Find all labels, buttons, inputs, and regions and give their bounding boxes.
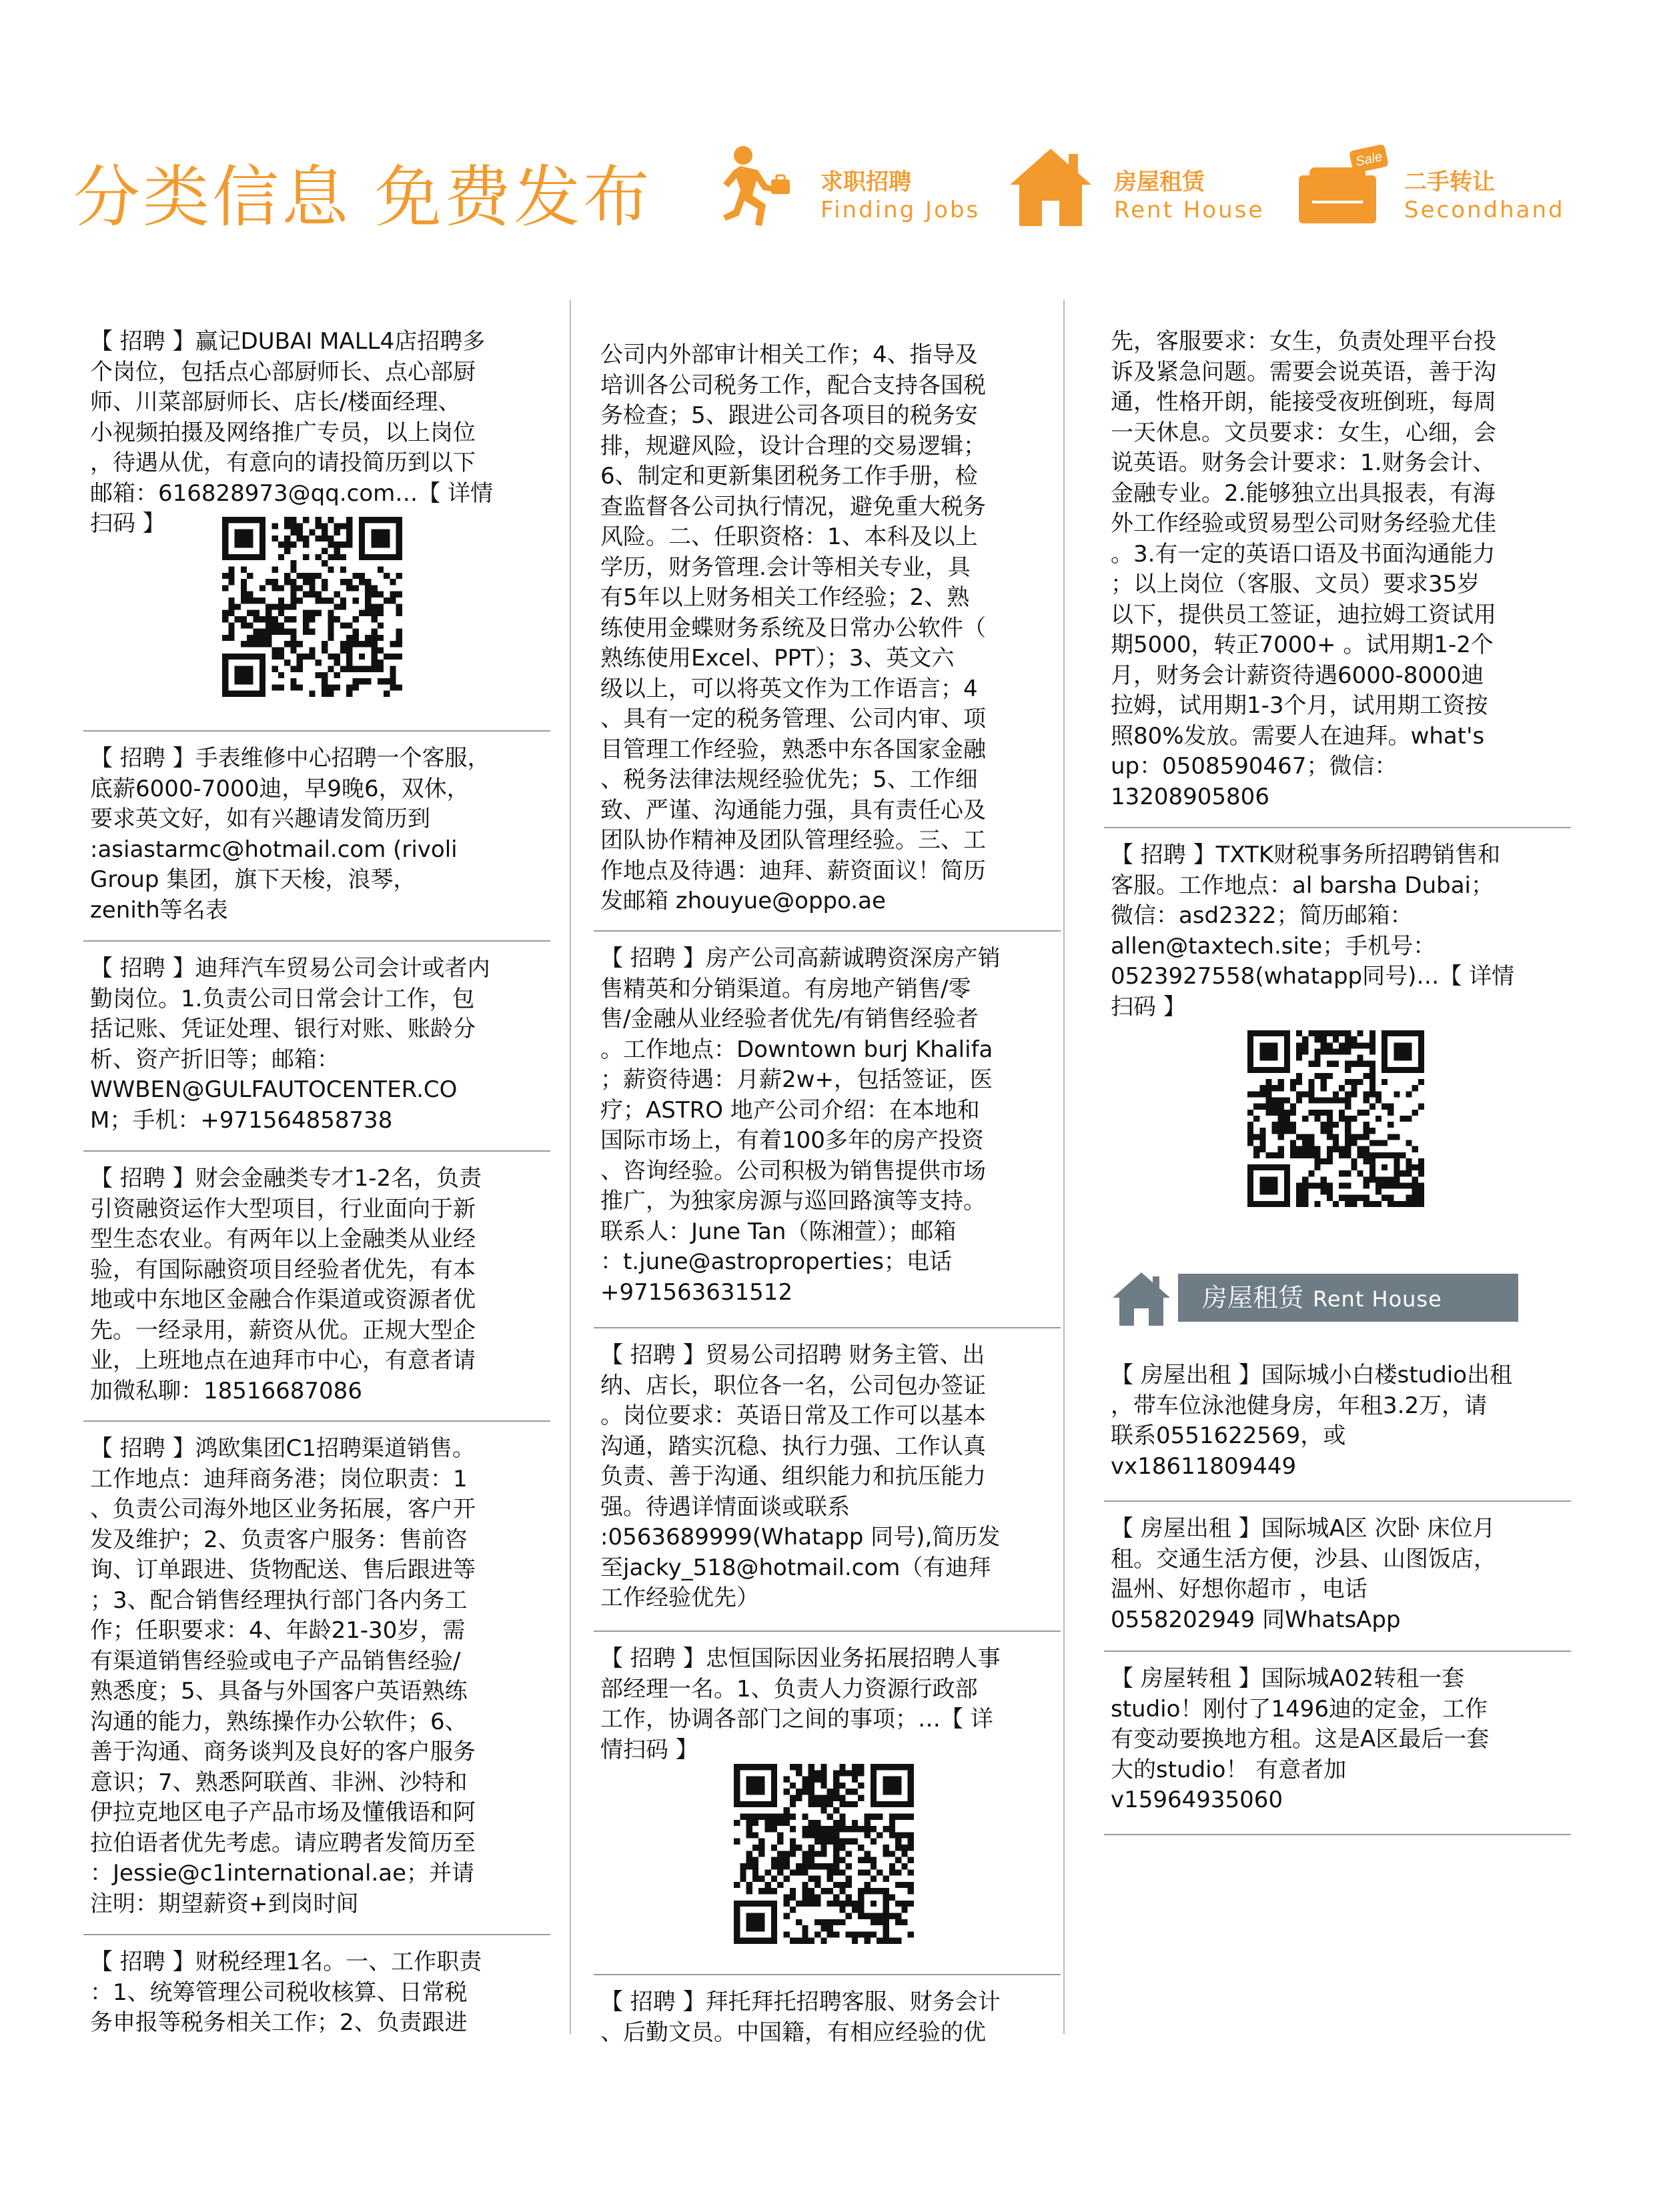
entry-separator	[1104, 1650, 1571, 1652]
listing-line: 务检查；5、跟进公司各项目的税务安	[600, 402, 978, 429]
listing-entry[interactable]	[90, 327, 557, 539]
listing-line: 级以上，可以将英文作为工作语言；4	[600, 675, 978, 702]
listing-entry[interactable]	[90, 1164, 557, 1406]
listing-entry[interactable]	[1111, 1360, 1578, 1482]
listing-line: 目管理工作经验，熟悉中东各国家金融	[600, 736, 986, 763]
listing-line: ：t.june@astroproperties；电话	[600, 1248, 953, 1275]
listing-line: 工作，协调各部门之间的事项；…【 详	[600, 1706, 993, 1733]
listing-entry[interactable]	[1111, 1514, 1578, 1635]
listing-line: ；薪资待遇：月薪2w+，包括签证，医	[600, 1066, 993, 1093]
listing-line: 【 招聘 】手表维修中心招聘一个客服，	[90, 745, 490, 772]
listing-line: 拉姆，试用期1-3个月，试用期工资按	[1111, 692, 1488, 719]
listing-line: 微信：asd2322；简历邮箱：	[1111, 902, 1413, 929]
listing-line: 。工作地点：Downtown burj Khalifa	[600, 1036, 993, 1063]
listing-line: 说英语。财务会计要求：1.财务会计、	[1111, 449, 1496, 476]
listing-line: 个岗位，包括点心部厨师长、点心部厨	[90, 358, 476, 385]
listing-line: up：0508590467；微信：	[1111, 753, 1398, 780]
listing-line: zenith等名表	[90, 896, 228, 924]
listing-line: 查监督各公司执行情况，避免重大税务	[600, 493, 986, 520]
listing-line: 询、订单跟进、货物配送、售后跟进等	[90, 1556, 476, 1583]
rent-title-cn: 房屋租赁	[1202, 1283, 1304, 1312]
listing-line: 引资融资运作大型项目，行业面向于新	[90, 1195, 476, 1222]
listing-line: 有5年以上财务相关工作经验；2、熟	[600, 584, 970, 611]
category-label-en: Rent House	[1114, 197, 1265, 223]
listing-entry[interactable]	[600, 1340, 1067, 1614]
listing-line: 验，有国际融资项目经验者优先，有本	[90, 1256, 476, 1283]
listing-line: 售精英和分销渠道。有房地产销售/零	[600, 975, 971, 1002]
listing-line: 负责、善于沟通、组织能力和抗压能力	[600, 1463, 986, 1490]
listing-line: ，带车位泳池健身房，年租3.2万，请	[1111, 1392, 1488, 1419]
listing-entry[interactable]	[600, 944, 1067, 1308]
listing-line: 【 招聘 】赢记DUBAI MALL4店招聘多	[90, 328, 486, 355]
listing-line: 售/金融从业经验者优先/有销售经验者	[600, 1006, 979, 1032]
listing-entry[interactable]	[90, 954, 557, 1136]
listing-line: 团队协作精神及团队管理经验。三、工	[600, 827, 986, 854]
listing-line: 地或中东地区金融合作渠道或资源者优	[90, 1286, 476, 1313]
listing-line: 工作地点：迪拜商务港；岗位职责：1	[90, 1465, 468, 1492]
listing-line: 【 招聘 】TXTK财税事务所招聘销售和	[1111, 842, 1501, 868]
listing-line: ，待遇从优，有意向的请投简历到以下	[90, 449, 476, 476]
category-label-cn: 二手转让	[1404, 169, 1495, 195]
listing-line: 析、资产折旧等；邮箱：	[90, 1046, 340, 1073]
listing-line: 【 招聘 】财税经理1名。一、工作职责	[90, 1949, 482, 1975]
listing-line: 诉及紧急问题。需要会说英语，善于沟	[1111, 358, 1496, 385]
listing-line: 0558202949 同WhatsApp	[1111, 1606, 1401, 1633]
listing-line: 风险。二、任职资格：1、本科及以上	[600, 523, 978, 550]
listing-line: 、咨询经验。公司积极为销售提供市场	[600, 1157, 986, 1184]
listing-line: 、负责公司海外地区业务拓展，客户开	[90, 1496, 476, 1522]
listing-line: 拉伯语者优先考虑。请应聘者发简历至	[90, 1829, 476, 1857]
page-title: 分类信息 免费发布	[73, 158, 652, 236]
listing-line: 【 招聘 】鸿欧集团C1招聘渠道销售。	[90, 1435, 475, 1462]
listing-line: 、税务法律法规经验优先；5、工作细	[600, 766, 978, 793]
category-label-cn: 房屋租赁	[1114, 169, 1205, 195]
listing-line: 作；任职要求：4、年龄21-30岁，需	[90, 1617, 466, 1644]
listing-line: 【 招聘 】贸易公司招聘 财务主管、出	[600, 1342, 985, 1368]
listing-line: 大的studio！ 有意者加	[1111, 1756, 1347, 1783]
listing-line: 注明：期望薪资+到岗时间	[90, 1890, 359, 1917]
listing-line: 有渠道销售经验或电子产品销售经验/	[90, 1647, 461, 1675]
listing-line: 国际市场上，有着100多年的房产投资	[600, 1127, 984, 1154]
running-man-icon	[714, 143, 800, 230]
listing-line: 联系0551622569，或	[1111, 1422, 1346, 1449]
listing-line: 先，客服要求：女生，负责处理平台投	[1111, 328, 1496, 355]
entry-separator	[1104, 1500, 1571, 1502]
entry-separator	[594, 1974, 1061, 1975]
listing-line: 意识；7、熟悉阿联酋、非洲、沙特和	[90, 1769, 468, 1796]
listing-line: 【 招聘 】财会金融类专才1-2名，负责	[90, 1165, 482, 1192]
listing-line: 培训各公司税务工作，配合支持各国税	[600, 371, 986, 399]
listing-line: 外工作经验或贸易型公司财务经验尤佳	[1111, 510, 1496, 537]
qr-code[interactable]	[222, 517, 402, 697]
listing-line: 联系人：June Tan（陈湘萱）；邮箱	[600, 1218, 957, 1245]
listing-line: ；以上岗位（客服、文员）要求35岁	[1111, 571, 1480, 598]
listing-line: 部经理一名。1、负责人力资源行政部	[600, 1675, 978, 1703]
listing-line: 。岗位要求：英语日常及工作可以基本	[600, 1402, 986, 1429]
listing-line: 要求英文好，如有兴趣请发简历到	[90, 806, 430, 832]
listing-line: 工作经验优先）	[600, 1584, 759, 1611]
listing-line: 邮箱：616828973@qq.com…【 详情	[90, 479, 494, 507]
sale-badge: Sale	[1354, 149, 1384, 169]
listing-line: 【 招聘 】迪拜汽车贸易公司会计或者内	[90, 955, 490, 982]
entry-separator	[83, 1934, 550, 1935]
listing-line: 客服。工作地点：al barsha Dubai；	[1111, 872, 1494, 899]
listing-line: 【 招聘 】拜托拜托招聘客服、财务会计	[600, 1989, 1001, 2015]
listing-entry[interactable]	[90, 1434, 557, 1919]
listing-line: 推广，为独家房源与巡回路演等支持。	[600, 1188, 986, 1214]
listing-line: 业，上班地点在迪拜市中心，有意者请	[90, 1347, 476, 1374]
listing-line: 发邮箱 zhouyue@oppo.ae	[600, 888, 886, 914]
listing-line: 、具有一定的税务管理、公司内审、项	[600, 706, 986, 732]
entry-separator	[594, 1327, 1061, 1328]
listing-line: 底薪6000-7000迪，早9晚6，双休，	[90, 775, 470, 802]
listing-line: 疗；ASTRO 地产公司介绍：在本地和	[600, 1096, 980, 1124]
listing-line: vx18611809449	[1111, 1452, 1297, 1480]
listing-line: 6、制定和更新集团税务工作手册，检	[600, 463, 978, 489]
listing-line: 公司内外部审计相关工作；4、指导及	[600, 341, 978, 368]
listing-line: 月，财务会计薪资待遇6000-8000迪	[1111, 662, 1484, 689]
listing-line: 熟练使用Excel、PPT）；3、英文六	[600, 645, 955, 672]
listing-line: 【 房屋出租 】国际城A区 次卧 床位月	[1111, 1515, 1496, 1542]
listing-line: 先。一经录用，薪资从优。正规大型企	[90, 1316, 476, 1344]
listing-line: 。3.有一定的英语口语及书面沟通能力	[1111, 540, 1496, 568]
listing-line: allen@taxtech.site；手机号：	[1111, 932, 1436, 960]
category-label-en: Secondhand	[1404, 197, 1565, 223]
listing-line: 勤岗位。1.负责公司日常会计工作，包	[90, 985, 475, 1012]
column-divider	[570, 300, 571, 2034]
listing-line: M；手机：+971564858738	[90, 1106, 393, 1134]
rent-house-section-header	[1111, 1270, 1518, 1330]
listing-line: 发及维护；2、负责客户服务：售前咨	[90, 1526, 468, 1553]
category-label-cn: 求职招聘	[820, 169, 911, 195]
listing-line: 金融专业。2.能够独立出具报表，有海	[1111, 479, 1496, 507]
listing-entry[interactable]	[600, 1644, 1067, 1765]
entry-separator	[83, 1420, 550, 1422]
listing-line: 小视频拍摄及网络推广专员，以上岗位	[90, 419, 476, 446]
qr-code[interactable]	[734, 1764, 914, 1944]
listing-line: 熟悉度；5、具备与外国客户英语熟练	[90, 1678, 468, 1705]
rent-title-en: Rent House	[1313, 1286, 1442, 1312]
listing-line: 租。交通生活方便，沙县、山图饭店，	[1111, 1545, 1496, 1572]
entry-separator	[1104, 827, 1571, 828]
listing-line: 扫码 】	[1111, 993, 1186, 1020]
listing-line: 伊拉克地区电子产品市场及懂俄语和阿	[90, 1799, 476, 1826]
qr-code[interactable]	[1247, 1030, 1424, 1207]
entry-separator	[1104, 1834, 1571, 1835]
listing-line: 、后勤文员。中国籍，有相应经验的优	[600, 2019, 986, 2046]
listing-entry[interactable]	[1111, 840, 1578, 1022]
listing-entry[interactable]	[90, 1947, 557, 2039]
sofa-sale-icon	[1291, 143, 1391, 230]
listing-line: 沟通，踏实沉稳、执行力强、工作认真	[600, 1432, 986, 1460]
listing-entry[interactable]	[1111, 327, 1578, 812]
listing-line: 善于沟通、商务谈判及良好的客户服务	[90, 1739, 476, 1765]
listing-line: studio！刚付了1496迪的定金，工作	[1111, 1695, 1488, 1723]
listing-line: :0563689999(Whatapp 同号),简历发	[600, 1524, 1001, 1550]
listing-line: 练使用金蝶财务系统及日常办公软件（	[600, 614, 986, 642]
listing-line: 温州、好想你超市 ，电话	[1111, 1576, 1367, 1602]
listing-line: 照80%发放。需要人在迪拜。what's	[1111, 722, 1485, 750]
listing-line: 至jacky_518@hotmail.com（有迪拜	[600, 1554, 991, 1581]
listing-line: 0523927558(whatapp同号)…【 详情	[1111, 963, 1515, 990]
listing-line: 扫码 】	[90, 510, 165, 537]
listing-line: 【 房屋转租 】国际城A02转租一套	[1111, 1665, 1465, 1692]
category-finding-jobs[interactable]	[714, 143, 994, 230]
listing-line: 【 招聘 】忠恒国际因业务拓展招聘人事	[600, 1645, 1001, 1672]
listing-line: 型生态农业。有两年以上金融类从业经	[90, 1226, 476, 1252]
page-header	[0, 0, 1661, 267]
house-icon	[1111, 1270, 1171, 1327]
listing-line: 致、严谨、沟通能力强，具有责任心及	[600, 796, 986, 824]
listing-line: 通，性格开朗，能接受夜班倒班，每周	[1111, 389, 1496, 415]
listing-line: ；3、配合销售经理执行部门各内务工	[90, 1586, 468, 1614]
listing-line: v15964935060	[1111, 1787, 1283, 1813]
listing-line: 纳、店长，职位各一名，公司包办签证	[600, 1372, 986, 1399]
listing-entry[interactable]	[600, 1987, 1067, 2048]
listing-line: 师、川菜部厨师长、店长/楼面经理、	[90, 389, 461, 415]
listing-line: 期5000，转正7000+ 。试用期1-2个	[1111, 632, 1494, 658]
listing-line: 【 招聘 】房产公司高薪诚聘资深房产销	[600, 945, 1001, 972]
listing-line: WWBEN@GULFAUTOCENTER.CO	[90, 1076, 458, 1103]
listing-line: 加微私聊：18516687086	[90, 1377, 362, 1404]
listing-line: 括记账、凭证处理、银行对账、账龄分	[90, 1016, 476, 1042]
listing-line: ：1、统筹管理公司税收核算、日常税	[90, 1979, 468, 2006]
category-secondhand[interactable]	[1291, 143, 1571, 230]
listing-line: 务申报等税务相关工作；2、负责跟进	[90, 2009, 468, 2036]
listing-line: 学历，财务管理.会计等相关专业，具	[600, 554, 971, 581]
listing-entry[interactable]	[600, 340, 1067, 917]
entry-separator	[83, 730, 550, 732]
entry-separator	[83, 940, 550, 942]
listing-entry[interactable]	[90, 744, 557, 926]
listing-line: 13208905806	[1111, 783, 1269, 810]
entry-separator	[594, 1630, 1061, 1632]
listing-line: +971563631512	[600, 1278, 793, 1306]
listing-line: 一天休息。文员要求：女生，心细，会	[1111, 419, 1496, 446]
category-label-en: Finding Jobs	[820, 197, 981, 223]
category-rent-house[interactable]	[1007, 143, 1287, 230]
listing-line: Group 集团，旗下天梭，浪琴，	[90, 866, 416, 893]
listing-line: 强。待遇详情面谈或联系	[600, 1493, 850, 1520]
entry-separator	[594, 930, 1061, 932]
entry-separator	[83, 1150, 550, 1152]
listing-entry[interactable]	[1111, 1664, 1578, 1816]
listing-line: ：Jessie@c1international.ae；并请	[90, 1860, 475, 1887]
listing-line: :asiastarmc@hotmail.com (rivoli	[90, 836, 458, 863]
rent-house-band	[1178, 1274, 1518, 1322]
listing-line: 沟通的能力，熟练操作办公软件；6、	[90, 1708, 468, 1735]
listing-line: 有变动要换地方租。这是A区最后一套	[1111, 1726, 1490, 1753]
listing-line: 以下，提供员工签证，迪拉姆工资试用	[1111, 601, 1496, 628]
listing-line: 作地点及待遇：迪拜、薪资面议！简历	[600, 857, 986, 884]
listing-line: 【 房屋出租 】国际城小白楼studio出租	[1111, 1362, 1513, 1388]
house-icon	[1007, 143, 1094, 230]
listing-line: 排，规避风险，设计合理的交易逻辑；	[600, 432, 986, 459]
listing-line: 情扫码 】	[600, 1736, 698, 1763]
